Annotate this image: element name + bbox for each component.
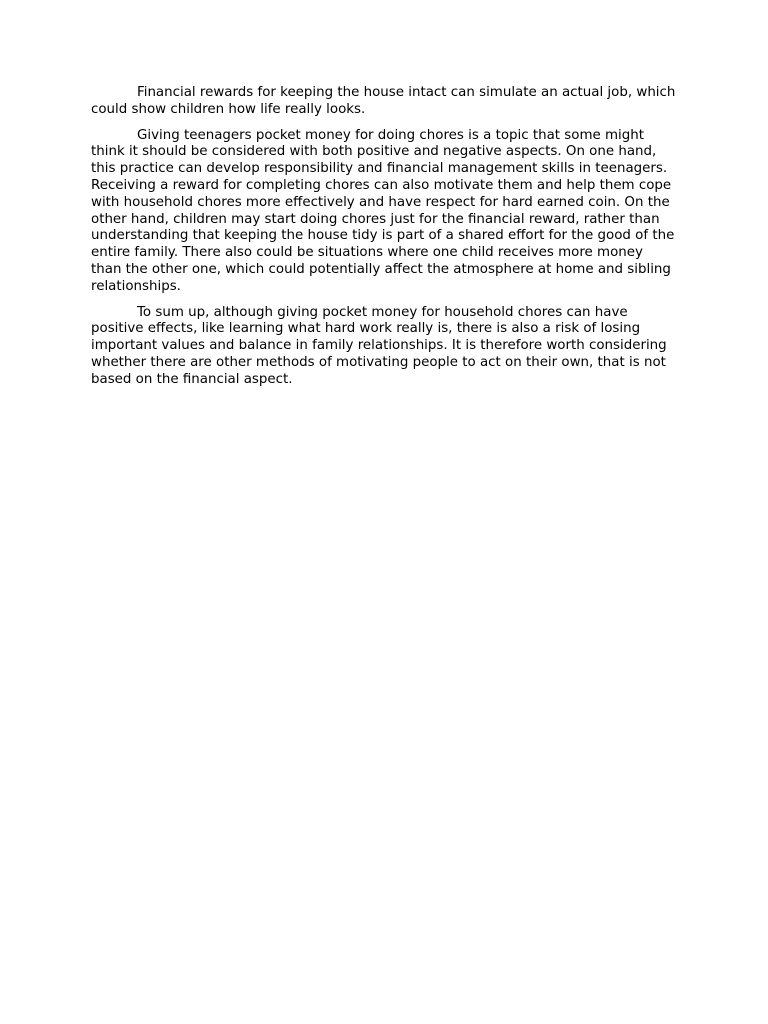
paragraph-1: Financial rewards for keeping the house intact can simulate an actual job, which could show children how life really looks. xyxy=(91,85,676,117)
paragraph-2: Giving teenagers pocket money for doing chores is a topic that some might think it should be considered with both positive and negative aspects. On one hand, this practice can develop responsibility and financial management skills in teenagers. Receiving a reward for completing chores can also motivate them and help them cope with household chores more effectively and have respect for hard earned coin. On the other hand, children may start doing chores just for the financial reward, rather than understanding that keeping the house tidy is part of a shared effort for the good of the entire family. There also could be situations where one child receives more money than the other one, which could potentially affect the atmosphere at home and sibling relationships. xyxy=(91,127,675,294)
paragraph-3: To sum up, although giving pocket money for household chores can have positive effects, like learning what hard work really is, there is also a risk of losing important values and balance in family relationships. It is therefore worth considering whether there are other methods of motivating people to act on their own, that is not based on the financial aspect. xyxy=(91,304,667,387)
document-body xyxy=(91,85,677,398)
